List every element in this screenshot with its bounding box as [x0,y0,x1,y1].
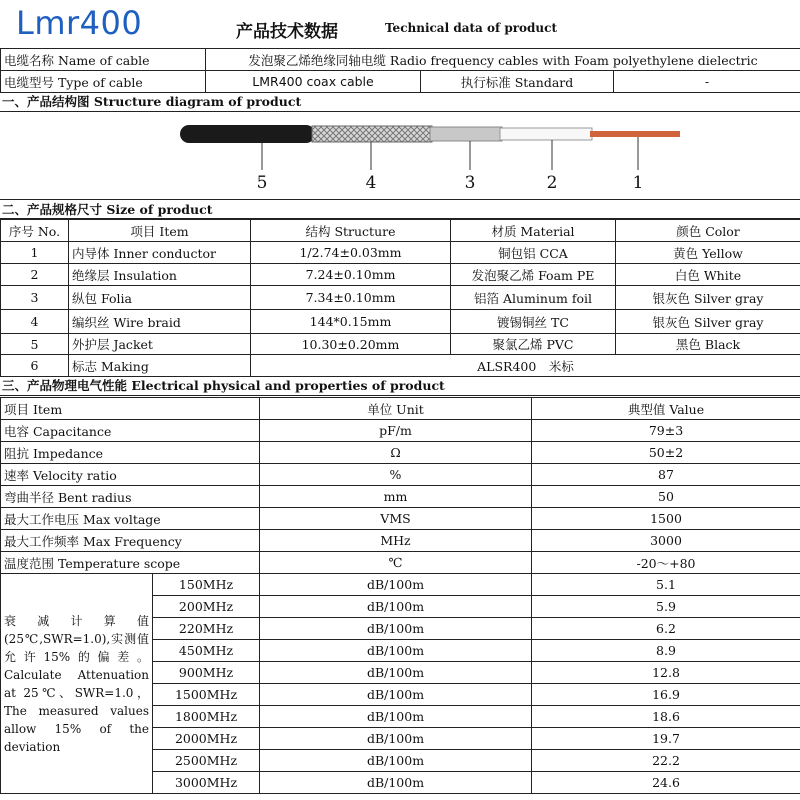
brand-title: Lmr400 [16,4,143,42]
atten-cell: dB/100m [260,640,532,662]
atten-cell: 1800MHz [153,706,260,728]
elec-cell: 50±2 [532,442,800,464]
document-header [0,0,800,48]
size-row [1,242,800,264]
size-cell: 绝缘层 Insulation [69,264,251,286]
diagram-label-2: 2 [546,173,558,193]
atten-cell: 2500MHz [153,750,260,772]
size-cell: 铜包铝 CCA [451,242,616,264]
atten-cell: 1500MHz [153,684,260,706]
diagram-label-4: 4 [365,173,377,193]
elec-row [1,530,800,552]
size-cell: 1 [1,242,69,264]
atten-cell: dB/100m [260,706,532,728]
elec-cell: 弯曲半径 Bent radius [1,486,260,508]
cable-type-value: LMR400 coax cable [206,71,421,93]
atten-cell: 5.9 [532,596,800,618]
atten-cell: 5.1 [532,574,800,596]
atten-cell: 16.9 [532,684,800,706]
atten-cell: 2000MHz [153,728,260,750]
size-cell: 144*0.15mm [251,310,451,334]
doc-title-cn: 产品技术数据 [236,22,338,42]
cable-type-label: 电缆型号 Type of cable [1,71,206,93]
marking-no: 6 [1,355,69,377]
elec-header-unit: 单位 Unit [260,398,532,420]
attenuation-note: 衰减计算值(25℃,SWR=1.0),实测值允许15%的偏差。Calculate Attenuation at 25℃、SWR=1.0，The measured values allow 15% of the deviation [1,574,153,794]
diagram-label-5: 5 [256,173,268,193]
size-header-material: 材质 Material [451,220,616,242]
size-row [1,334,800,355]
elec-cell: 50 [532,486,800,508]
atten-cell: dB/100m [260,772,532,794]
elec-header-item: 项目 Item [1,398,260,420]
size-row-marking [1,355,800,377]
size-cell: 内导体 Inner conductor [69,242,251,264]
section-electrical-title: 三、产品物理电气性能 Electrical physical and properties of product [0,376,800,396]
elec-row [1,464,800,486]
size-cell: 5 [1,334,69,355]
size-cell: 白色 White [616,264,800,286]
size-cell: 2 [1,264,69,286]
size-cell: 3 [1,286,69,310]
elec-row [1,420,800,442]
atten-cell: 450MHz [153,640,260,662]
elec-cell: mm [260,486,532,508]
cable-structure-diagram [0,112,800,198]
atten-cell: 18.6 [532,706,800,728]
section-structure-title: 一、产品结构图 Structure diagram of product [0,92,800,112]
size-cell: 10.30±0.20mm [251,334,451,355]
elec-cell: MHz [260,530,532,552]
size-row [1,310,800,334]
elec-cell: 速率 Velocity ratio [1,464,260,486]
elec-cell: 阻抗 Impedance [1,442,260,464]
elec-cell: % [260,464,532,486]
doc-title-en: Technical data of product [385,21,558,35]
elec-cell: ℃ [260,552,532,574]
atten-cell: 200MHz [153,596,260,618]
size-cell: 银灰色 Silver gray [616,310,800,334]
cable-info-table [0,48,800,93]
elec-cell: 87 [532,464,800,486]
atten-cell: 150MHz [153,574,260,596]
size-header-item: 项目 Item [69,220,251,242]
elec-row [1,508,800,530]
atten-cell: dB/100m [260,596,532,618]
cable-name-label: 电缆名称 Name of cable [1,49,206,71]
electrical-table [0,397,800,794]
atten-cell: dB/100m [260,684,532,706]
atten-cell: 900MHz [153,662,260,684]
elec-cell: VMS [260,508,532,530]
atten-cell: 22.2 [532,750,800,772]
atten-cell: 220MHz [153,618,260,640]
size-row [1,286,800,310]
elec-cell: -20～+80 [532,552,800,574]
atten-cell: 8.9 [532,640,800,662]
atten-cell: 19.7 [532,728,800,750]
size-cell: 7.34±0.10mm [251,286,451,310]
elec-cell: 1500 [532,508,800,530]
atten-cell: dB/100m [260,618,532,640]
elec-cell: 最大工作电压 Max voltage [1,508,260,530]
size-header-structure: 结构 Structure [251,220,451,242]
elec-cell: pF/m [260,420,532,442]
section-size-title: 二、产品规格尺寸 Size of product [0,199,800,219]
size-cell: 4 [1,310,69,334]
size-cell: 纵包 Folia [69,286,251,310]
elec-cell: 温度范围 Temperature scope [1,552,260,574]
elec-header-value: 典型值 Value [532,398,800,420]
standard-value: - [614,71,800,93]
size-cell: 发泡聚乙烯 Foam PE [451,264,616,286]
size-cell: 镀锡铜丝 TC [451,310,616,334]
marking-value: ALSR400 米标 [251,355,800,377]
atten-row [1,574,800,596]
atten-cell: 24.6 [532,772,800,794]
size-cell: 编织丝 Wire braid [69,310,251,334]
elec-row [1,552,800,574]
atten-cell: 3000MHz [153,772,260,794]
elec-cell: Ω [260,442,532,464]
atten-cell: dB/100m [260,750,532,772]
cable-inner-conductor [590,131,680,137]
elec-row [1,442,800,464]
cable-jacket [180,125,315,143]
atten-cell: dB/100m [260,574,532,596]
atten-cell: dB/100m [260,728,532,750]
size-row [1,264,800,286]
standard-label: 执行标准 Standard [421,71,614,93]
diagram-label-3: 3 [464,173,476,193]
marking-item: 标志 Making [69,355,251,377]
size-header-no: 序号 No. [1,220,69,242]
size-cell: 聚氯乙烯 PVC [451,334,616,355]
size-cell: 7.24±0.10mm [251,264,451,286]
atten-cell: dB/100m [260,662,532,684]
cable-name-value: 发泡聚乙烯绝缘同轴电缆 Radio frequency cables with Foam polyethylene dielectric [206,49,800,71]
size-cell: 1/2.74±0.03mm [251,242,451,264]
cable-braid [312,126,432,142]
atten-cell: 12.8 [532,662,800,684]
size-table [0,219,800,377]
size-cell: 银灰色 Silver gray [616,286,800,310]
diagram-label-1: 1 [632,173,644,193]
cable-insulation [500,128,592,140]
size-cell: 黄色 Yellow [616,242,800,264]
size-cell: 黑色 Black [616,334,800,355]
size-cell: 外护层 Jacket [69,334,251,355]
elec-cell: 电容 Capacitance [1,420,260,442]
size-header-color: 颜色 Color [616,220,800,242]
elec-cell: 最大工作频率 Max Frequency [1,530,260,552]
size-cell: 铝箔 Aluminum foil [451,286,616,310]
cable-foil [430,127,502,141]
elec-cell: 79±3 [532,420,800,442]
atten-cell: 6.2 [532,618,800,640]
elec-row [1,486,800,508]
elec-cell: 3000 [532,530,800,552]
